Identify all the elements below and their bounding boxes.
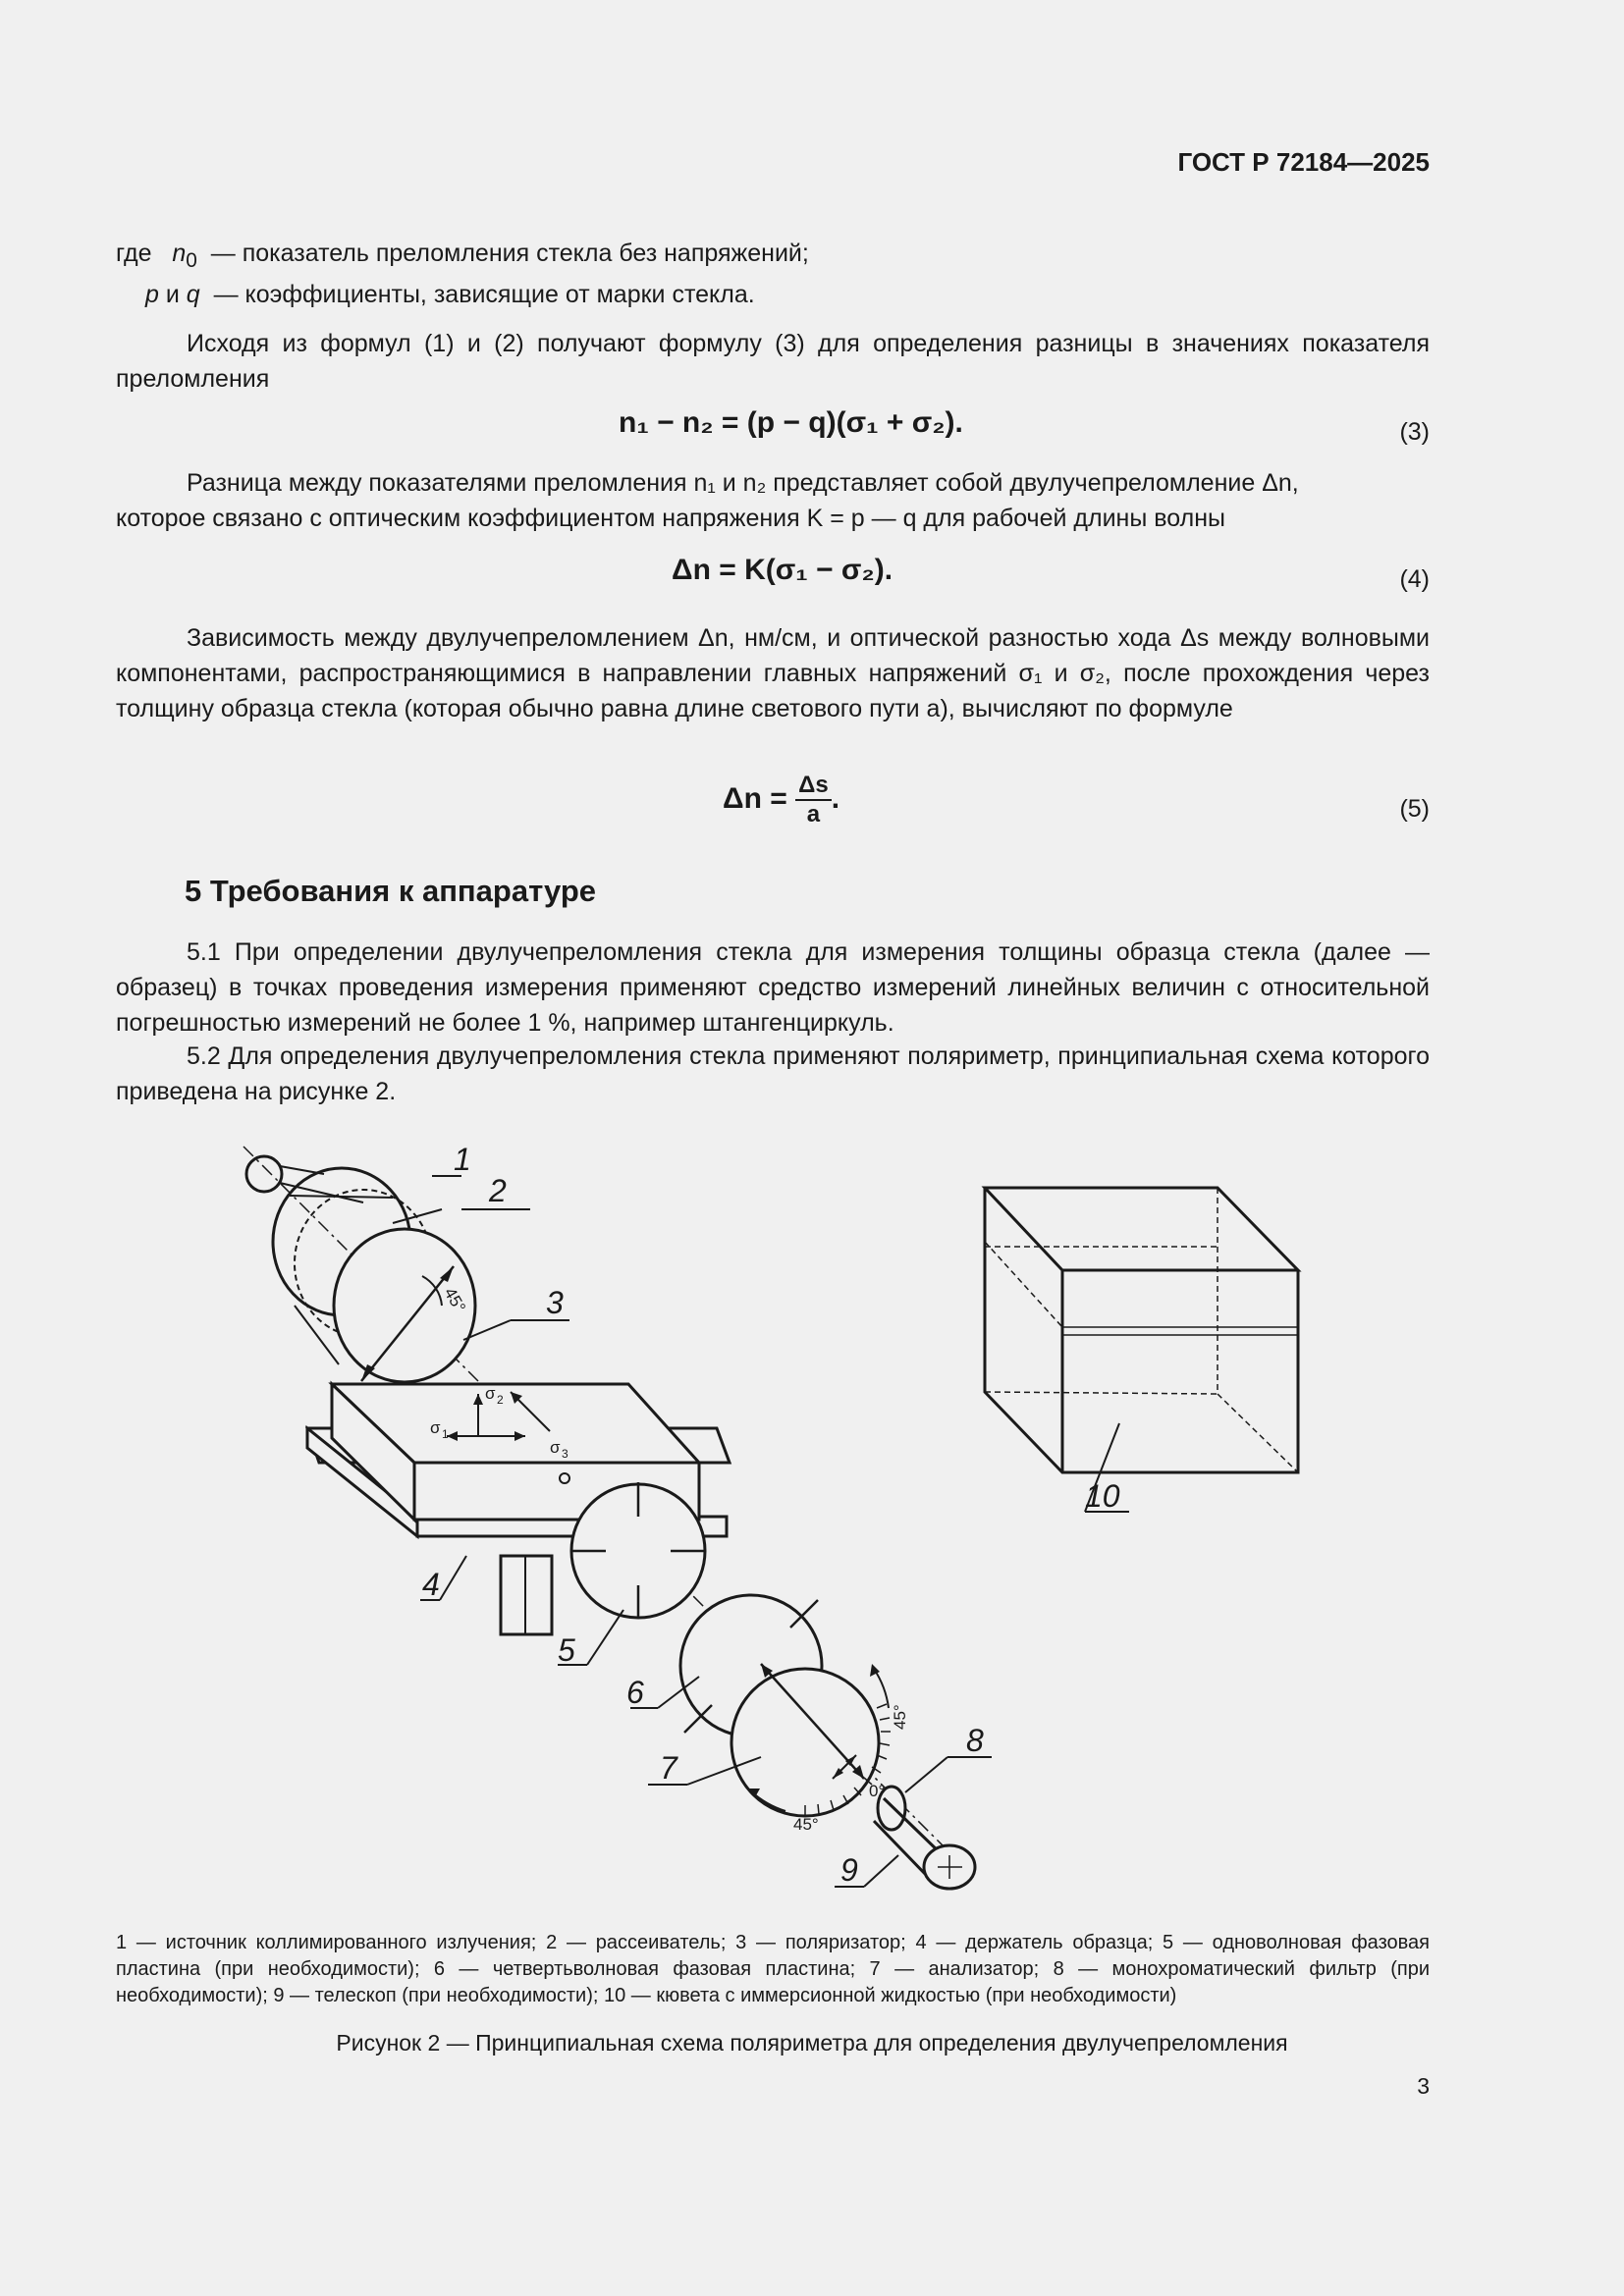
- formula-5-tail: .: [831, 781, 840, 815]
- pq-description: — коэффициенты, зависящие от марки стекла.: [213, 281, 755, 308]
- label-6: 6: [626, 1675, 644, 1710]
- paragraph-formula3-intro: Исходя из формул (1) и (2) получают формулу (3) для определения разницы в значениях показателя преломления: [116, 330, 1430, 393]
- paragraph-birefringence-line1: Разница между показателями преломления n₁ и n₂ представляет собой двулучепреломление Δn,: [187, 469, 1299, 497]
- formula-5-lhs: Δn =: [723, 781, 787, 815]
- paragraph-5-2: 5.2 Для определения двулучепреломления стекла применяют поляриметр, принципиальная схема которого приведена на рисунке 2.: [116, 1042, 1430, 1105]
- section-title: 5 Требования к аппаратуре: [185, 874, 597, 908]
- formula-3-number: (3): [1399, 418, 1430, 446]
- formula-4-number: (4): [1399, 565, 1430, 593]
- label-3: 3: [546, 1285, 564, 1320]
- sigma-3-symbol: σ: [550, 1438, 561, 1457]
- sigma-1-symbol: σ: [430, 1418, 441, 1437]
- angle-label-polarizer: 45°: [440, 1284, 469, 1316]
- and-word: и: [165, 281, 180, 308]
- formula-4: Δn = K(σ₁ − σ₂).: [672, 554, 893, 586]
- label-7: 7: [660, 1750, 677, 1786]
- sigma-1-subscript: 1: [442, 1427, 449, 1441]
- n0-subscript: 0: [186, 249, 197, 272]
- sigma-2-symbol: σ: [485, 1384, 496, 1403]
- formula-5-denominator: a: [806, 801, 821, 828]
- label-5: 5: [558, 1632, 575, 1668]
- n0-symbol: n: [172, 240, 187, 267]
- paragraph-path-difference: Зависимость между двулучепреломлением Δn, нм/см, и оптической разностью хода Δs между волновыми компонентами, распространяющимися в направлении главных напряжений σ₁ и σ₂, после прохождения через толщину образца стекла (которая обычно равна длине светового пути a), вычисляют по формуле: [116, 624, 1430, 722]
- label-10: 10: [1085, 1478, 1120, 1514]
- formula-5-number: (5): [1399, 795, 1430, 823]
- p-symbol: p: [145, 281, 159, 308]
- light-source: [246, 1156, 282, 1192]
- immersion-cuvette: [985, 1188, 1298, 1472]
- label-2: 2: [489, 1173, 507, 1208]
- figure-caption: Рисунок 2 — Принципиальная схема поляриметра для определения двулучепреломления: [336, 2030, 1288, 2056]
- q-symbol: q: [186, 281, 200, 308]
- page-number: 3: [1417, 2073, 1430, 2099]
- label-1: 1: [454, 1142, 471, 1177]
- where-word: где: [116, 240, 152, 267]
- label-9: 9: [840, 1852, 858, 1888]
- document-header: ГОСТ Р 72184—2025: [1177, 147, 1430, 177]
- n0-description: — показатель преломления стекла без напряжений;: [210, 240, 809, 267]
- formula-3: n₁ − n₂ = (p − q)(σ₁ + σ₂).: [619, 406, 963, 439]
- angle-label-45-right: 45°: [891, 1704, 909, 1730]
- paragraph-5-1: 5.1 При определении двулучепреломления стекла для измерения толщины образца стекла (далее — образец) в точках проведения измерения применяют средство измерений линейных величин с относительной погрешностью измерений не более 1 %, например штангенциркуль.: [116, 938, 1430, 1037]
- angle-label-0: 0°: [869, 1782, 886, 1800]
- angle-label-45-bottom: 45°: [793, 1815, 819, 1834]
- sigma-2-subscript: 2: [497, 1393, 504, 1407]
- paragraph-birefringence-line2: которое связано с оптическим коэффициентом напряжения K = p — q для рабочей длины волны: [116, 505, 1225, 532]
- label-8: 8: [966, 1723, 984, 1758]
- label-4: 4: [422, 1567, 440, 1602]
- sigma-3-subscript: 3: [562, 1447, 568, 1461]
- formula-5-numerator: Δs: [795, 772, 832, 801]
- figure-legend: 1 — источник коллимированного излучения; 2 — рассеиватель; 3 — поляризатор; 4 — держатель образца; 5 — одноволновая фазовая пластина (при необходимости); 6 — четвертьволновая фазовая пластина; 7 — анализатор; 8 — монохроматический фильтр (при необходимости); 9 — телескоп (при необходимости); 10 — кювета с иммерсионной жидкостью (при необходимости): [116, 1932, 1430, 2006]
